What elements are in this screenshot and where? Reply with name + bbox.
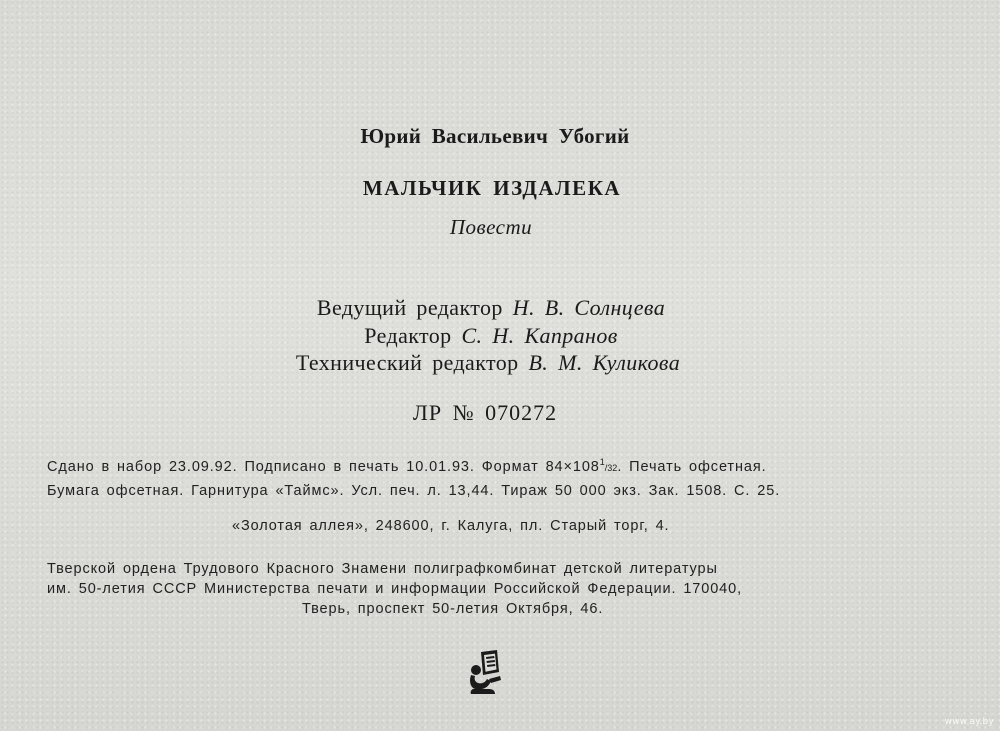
printer-reader-logo-icon <box>467 648 509 696</box>
format-subscript: /32 <box>604 463 618 473</box>
author-text: Юрий Васильевич Убогий <box>360 124 630 148</box>
credit-lead-editor-wrap <box>317 295 665 320</box>
credit-editor-wrap <box>364 323 617 348</box>
book-title <box>0 176 1000 201</box>
credit-role: Редактор <box>364 323 452 348</box>
credit-person: Н. В. Солнцева <box>512 295 666 320</box>
publisher-address: «Золотая аллея», 248600, г. Калуга, пл. Старый торг, 4. <box>232 518 670 534</box>
credit-person: В. М. Куликова <box>528 350 681 375</box>
imprint-line-1 <box>47 459 767 475</box>
license-text: ЛР № 070272 <box>412 400 558 425</box>
imprint-line-2: Бумага офсетная. Гарнитура «Таймс». Усл. печ. л. 13,44. Тираж 50 000 экз. Зак. 1508. С. 25. <box>47 483 781 499</box>
book-title-text: МАЛЬЧИК ИЗДАЛЕКА <box>362 176 622 200</box>
credit-role: Технический редактор <box>295 350 519 375</box>
book-subtitle-text: Повести <box>449 215 533 239</box>
imprint-text: Сдано в набор 23.09.92. Подписано в печать 10.01.93. Формат 84×108 <box>47 459 600 475</box>
printer-line-2: им. 50-летия СССР Министерства печати и информации Российской Федерации. 170040, <box>47 581 743 597</box>
author-name <box>0 124 1000 149</box>
credit-role: Ведущий редактор <box>316 295 503 320</box>
license-number <box>0 400 1000 426</box>
credit-lead-editor <box>0 295 1000 321</box>
imprint-text: . Печать офсетная. <box>617 459 767 475</box>
credit-technical-editor-wrap <box>296 350 680 375</box>
format-superscript: 1 <box>599 457 605 467</box>
book-subtitle <box>0 215 1000 240</box>
printer-line-1: Тверской ордена Трудового Красного Знамени полиграфкомбинат детской литературы <box>47 561 718 577</box>
credit-editor <box>0 323 1000 349</box>
watermark: www.ay.by <box>944 717 994 727</box>
credit-technical-editor <box>0 350 1000 376</box>
credit-person: С. Н. Капранов <box>461 323 618 348</box>
printer-line-3: Тверь, проспект 50-летия Октября, 46. <box>302 601 604 617</box>
